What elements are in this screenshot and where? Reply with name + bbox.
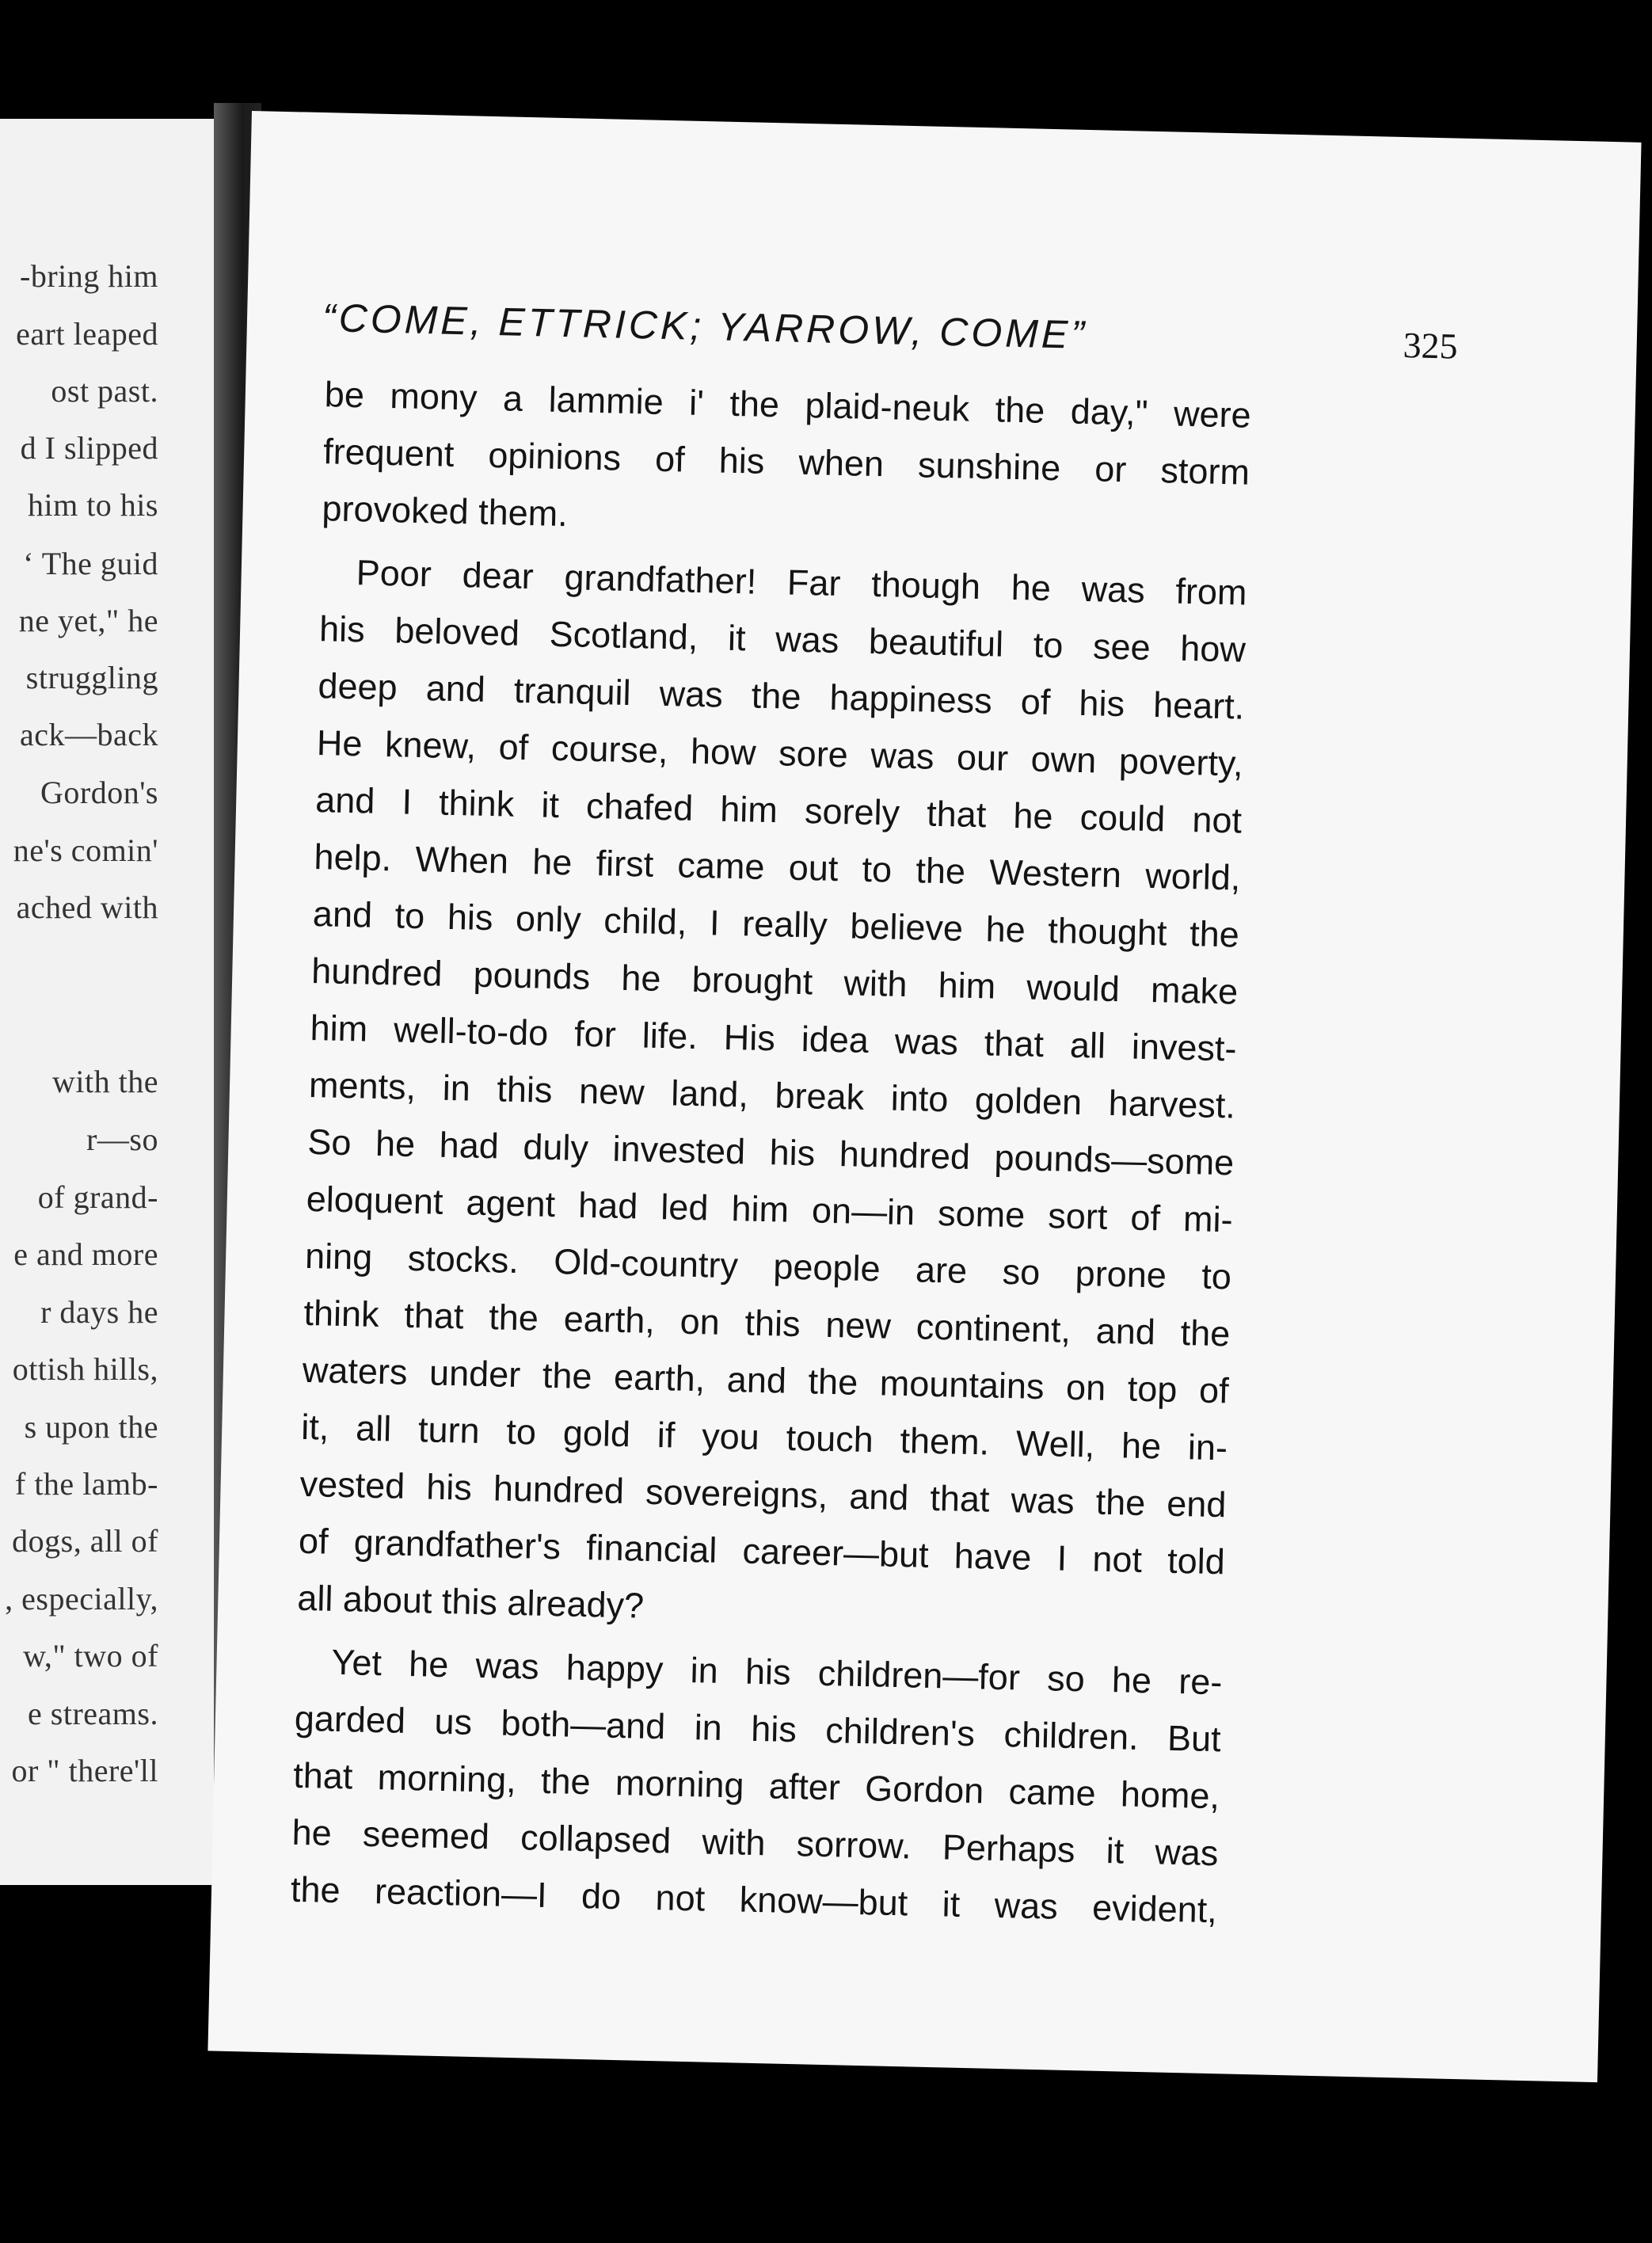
left-page-line: ack—back — [19, 717, 158, 752]
left-page-line: struggling — [25, 660, 158, 695]
left-page-line: d I slipped — [20, 430, 158, 466]
text-line: help. When he first came out to the Western world, — [314, 836, 1241, 898]
text-line: provoked them. — [322, 488, 569, 535]
running-head: “COME, ETTRICK; YARROW, COME” — [322, 295, 1088, 357]
text-line: him well-to-do for life. His idea was that all invest- — [310, 1007, 1238, 1069]
left-page-line: w," two of — [23, 1638, 158, 1674]
text-line: it, all turn to gold if you touch them. Well, he in- — [300, 1406, 1228, 1468]
left-page-line: e and more — [13, 1236, 158, 1272]
left-page-line: with the — [52, 1064, 158, 1099]
left-page-line: f the lamb- — [15, 1466, 158, 1502]
right-page — [207, 111, 1641, 2082]
left-page-line: ottish hills, — [12, 1351, 158, 1387]
text-line: be mony a lammie i' the plaid-neuk the day," were — [324, 374, 1252, 436]
text-line: his beloved Scotland, it was beautiful to see how — [318, 608, 1247, 670]
left-page — [0, 119, 238, 1885]
left-page-line: , especially, — [5, 1581, 158, 1617]
text-line: So he had duly invested his hundred pounds—some — [306, 1121, 1235, 1183]
left-page-line: eart leaped — [16, 316, 158, 352]
left-page-line: him to his — [27, 487, 158, 523]
text-line: frequent opinions of his when sunshine or storm — [322, 431, 1250, 493]
page-number: 325 — [1403, 325, 1459, 367]
text-line: of grandfather's financial career—but have I not told — [298, 1520, 1226, 1582]
text-line: He knew, of course, how sore was our own poverty, — [316, 722, 1244, 784]
text-line: ning stocks. Old-country people are so prone to — [304, 1235, 1232, 1297]
text-line: and to his only child, I really believe he thought the — [312, 893, 1240, 955]
left-page-line: r days he — [40, 1294, 158, 1330]
left-page-line: -bring him — [20, 258, 158, 294]
text-line: and I think it chafed him sorely that he could not — [314, 779, 1243, 841]
text-line: the reaction—I do not know—but it was evident, — [290, 1868, 1218, 1931]
left-page-line: of grand- — [37, 1179, 158, 1215]
body-text — [290, 366, 1251, 1939]
left-page-line: Gordon's — [40, 775, 158, 810]
left-page-line: e streams. — [28, 1696, 158, 1731]
text-line: think that the earth, on this new continent, and the — [303, 1292, 1231, 1354]
left-page-line: r—so — [86, 1122, 158, 1157]
text-line: Yet he was happy in his children—for so he re- — [331, 1641, 1223, 1703]
left-page-line: ne yet," he — [18, 603, 158, 638]
text-line: he seemed collapsed with sorrow. Perhaps it was — [291, 1811, 1219, 1874]
left-page-line: s upon the — [24, 1409, 158, 1445]
text-line: eloquent agent had led him on—in some sort of mi- — [306, 1178, 1234, 1240]
text-line: vested his hundred sovereigns, and that was the end — [299, 1463, 1227, 1525]
left-page-line: ‘ The guid — [23, 546, 158, 581]
left-page-line: ne's comin' — [13, 832, 158, 868]
text-line: all about this already? — [296, 1577, 645, 1626]
text-line: hundred pounds he brought with him would make — [310, 950, 1239, 1012]
text-line: ments, in this new land, break into golden harvest. — [308, 1064, 1236, 1126]
left-page-line: dogs, all of — [12, 1523, 158, 1559]
left-page-line: or " there'll — [11, 1753, 158, 1788]
text-line: garded us both—and in his children's children. But — [294, 1697, 1222, 1760]
text-line: Poor dear grandfather! Far though he was from — [356, 552, 1248, 613]
text-line: deep and tranquil was the happiness of his heart. — [317, 665, 1245, 727]
left-page-line: ached with — [16, 889, 158, 925]
left-page-line: ost past. — [51, 373, 158, 409]
text-line: that morning, the morning after Gordon came home, — [292, 1754, 1220, 1817]
text-line: waters under the earth, and the mountains on top of — [302, 1349, 1230, 1411]
